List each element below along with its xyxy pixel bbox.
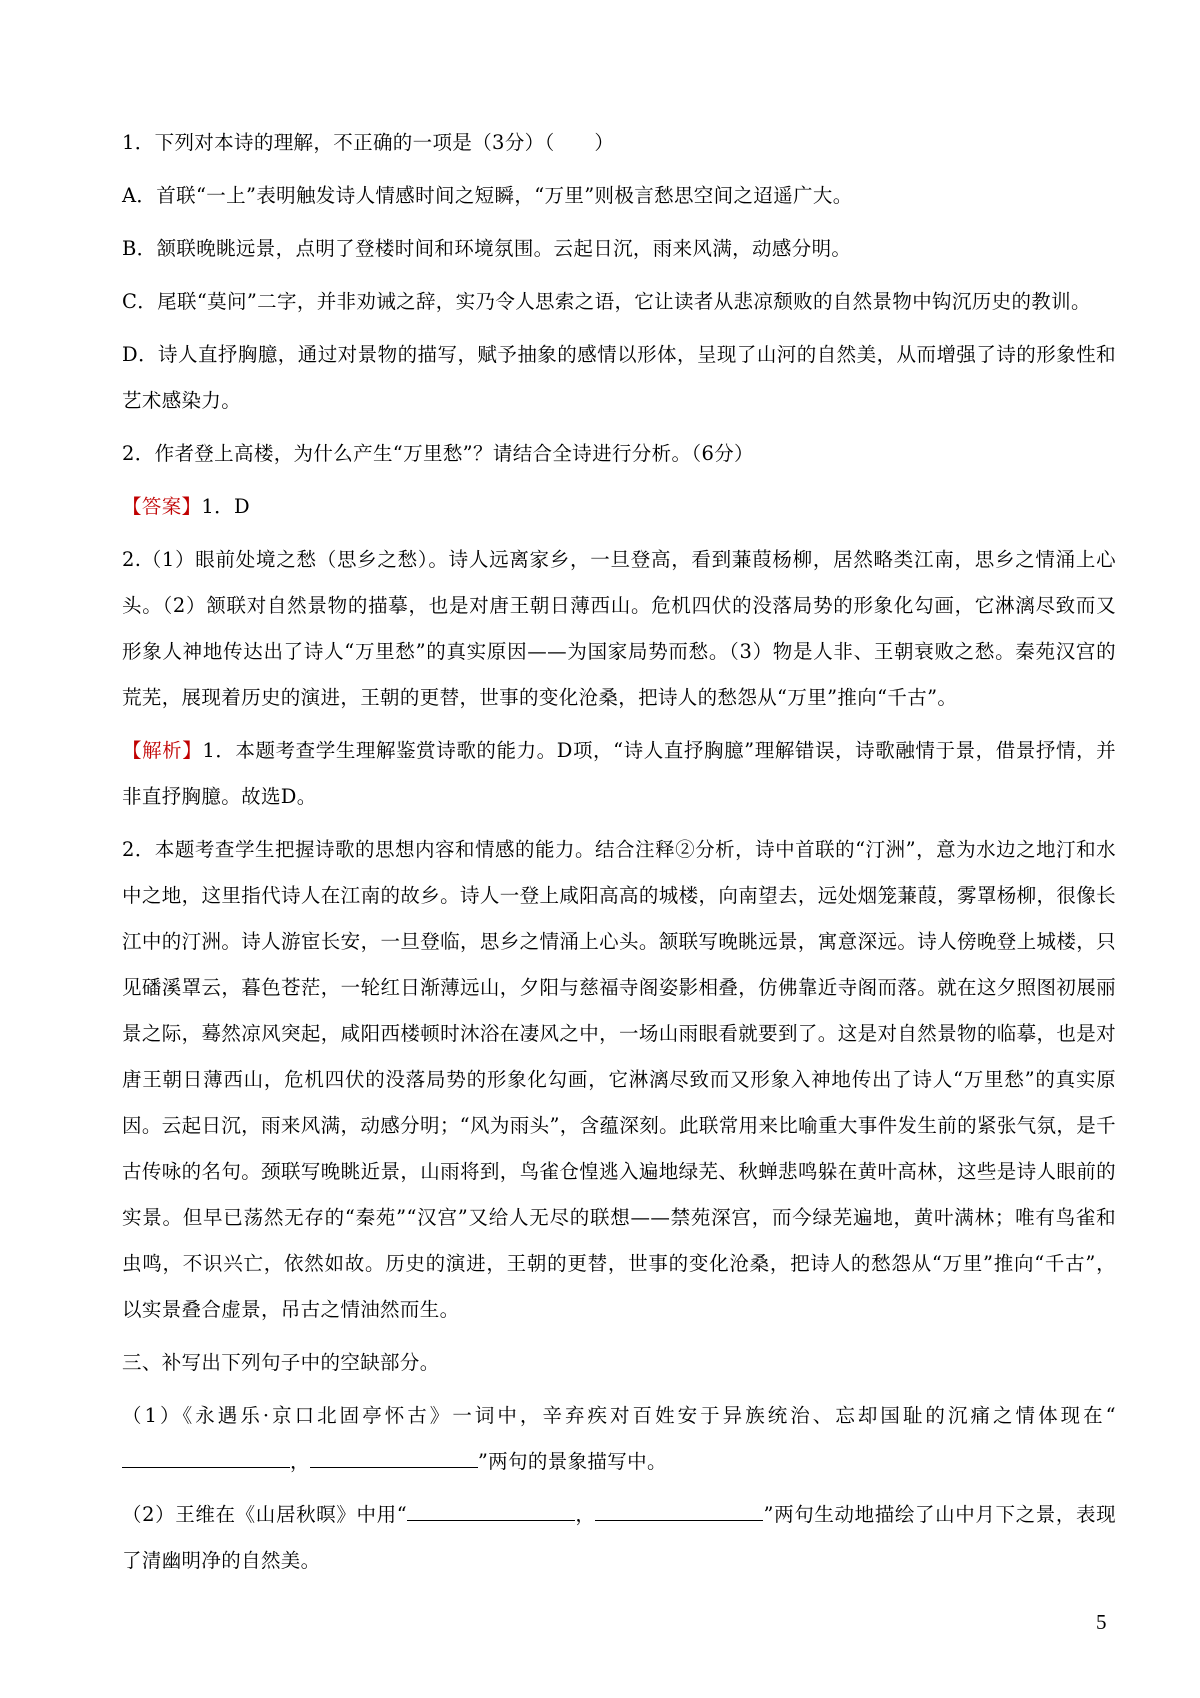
- analysis-line-1: [122, 728, 1116, 820]
- analysis-1: 1．本题考查学生理解鉴赏诗歌的能力。D项，“诗人直抒胸臆”理解错误，诗歌融情于景，借景抒情，并非直抒胸臆。故选D。: [122, 739, 1116, 808]
- answer-blank[interactable]: [122, 1449, 290, 1468]
- answer-blank[interactable]: [310, 1449, 478, 1468]
- answer-line-1: [122, 484, 1116, 530]
- question-1-stem: 1．下列对本诗的理解，不正确的一项是（3分）（ ）: [122, 131, 615, 154]
- item-1-separator: ，: [290, 1450, 310, 1473]
- answer-blank[interactable]: [407, 1502, 575, 1521]
- item-2-separator: ，: [575, 1503, 596, 1526]
- item-2-text-before: （2）王维在《山居秋暝》中用“: [122, 1503, 408, 1526]
- section-3-title: 三、补写出下列句子中的空缺部分。: [122, 1351, 440, 1374]
- page-number: 5: [1096, 1610, 1107, 1634]
- analysis-2: 2．本题考查学生把握诗歌的思想内容和情感的能力。结合注释②分析，诗中首联的“汀洲”，意为水边之地汀和水中之地，这里指代诗人在江南的故乡。诗人一登上咸阳高高的城楼，向南望去，远处烟笼蒹葭，雾罩杨柳，很像长江中的汀洲。诗人游宦长安，一旦登临，思乡之情涌上心头。颔联写晚眺远景，寓意深远。诗人傍晚登上城楼，只见磻溪罩云，暮色苍茫，一轮红日渐薄远山，夕阳与慈福寺阁姿影相叠，仿佛靠近寺阁而落。就在这夕照图初展丽景之际，蓦然凉风突起，咸阳西楼顿时沐浴在凄风之中，一场山雨眼看就要到了。这是对自然景物的临摹，也是对唐王朝日薄西山，危机四伏的没落局势的形象化勾画，它淋漓尽致而又形象入神地传出了诗人“万里愁”的真实原因。云起日沉，雨来风满，动感分明；“风为雨头”，含蕴深刻。此联常用来比喻重大事件发生前的紧张气氛，是千古传咏的名句。颈联写晚眺近景，山雨将到，鸟雀仓惶逃入遍地绿芜、秋蝉悲鸣躲在黄叶高林，这些是诗人眼前的实景。但早已荡然无存的“秦苑”“汉宫”又给人无尽的联想——禁苑深宫，而今绿芜遍地，黄叶满林；唯有鸟雀和虫鸣，不识兴亡，依然如故。历史的演进，王朝的更替，世事的变化沧桑，把诗人的愁怨从“万里”推向“千古”，以实景叠合虚景，吊古之情油然而生。: [122, 838, 1116, 1321]
- fill-blank-item-2: [122, 1492, 1116, 1584]
- fill-blank-item-1: [122, 1393, 1116, 1485]
- answer-tag: 【答案】: [122, 495, 202, 518]
- analysis-tag: 【解析】: [122, 739, 203, 762]
- answer-1: 1．D: [201, 495, 250, 518]
- question-1-option-d: D．诗人直抒胸臆，通过对景物的描写，赋予抽象的感情以形体，呈现了山河的自然美，从而增强了诗的形象性和艺术感染力。: [122, 343, 1116, 412]
- answer-blank[interactable]: [595, 1502, 763, 1521]
- question-1-option-c: C．尾联“莫问”二字，并非劝诫之辞，实乃令人思索之语，它让读者从悲凉颓败的自然景物中钩沉历史的教训。: [122, 290, 1091, 313]
- item-2-text-after: ”两句生动地描绘了山中月下之景，表现了清幽明净的自然美。: [122, 1503, 1116, 1572]
- question-1-option-b: B．颔联晚眺远景，点明了登楼时间和环境氛围。云起日沉，雨来风满，动感分明。: [122, 237, 852, 260]
- document-content: [122, 120, 1116, 1591]
- answer-2: 2.（1）眼前处境之愁（思乡之愁）。诗人远离家乡，一旦登高，看到蒹葭杨柳，居然略类江南，思乡之情涌上心头。（2）颔联对自然景物的描摹，也是对唐王朝日薄西山。危机四伏的没落局势的形象化勾画，它淋漓尽致而又形象人神地传达出了诗人“万里愁”的真实原因——为国家局势而愁。（3）物是人非、王朝衰败之愁。秦苑汉宫的荒芜，展现着历史的演进，王朝的更替，世事的变化沧桑，把诗人的愁怨从“万里”推向“千古”。: [122, 548, 1116, 709]
- item-1-text-before: （1）《永遇乐·京口北固亭怀古》一词中，辛弃疾对百姓安于异族统治、忘却国耻的沉痛之情体现在“: [122, 1404, 1116, 1427]
- question-2-stem: 2．作者登上高楼，为什么产生“万里愁”？请结合全诗进行分析。（6分）: [122, 442, 754, 465]
- item-1-text-after: ”两句的景象描写中。: [477, 1450, 667, 1473]
- question-1-option-a: A．首联“一上”表明触发诗人情感时间之短瞬，“万里”则极言愁思空间之迢遥广大。: [122, 184, 853, 207]
